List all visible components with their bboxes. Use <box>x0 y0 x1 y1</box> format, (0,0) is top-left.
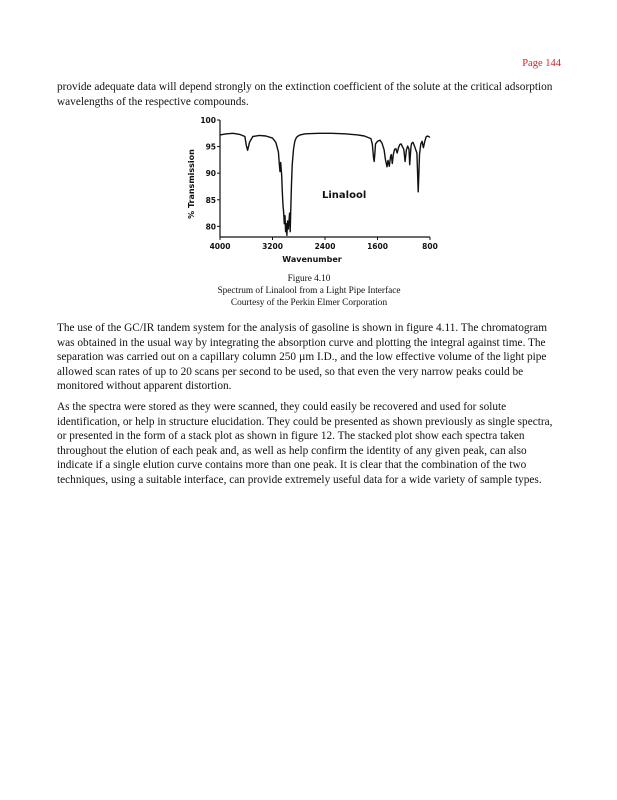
x-tick-label: 3200 <box>262 242 283 251</box>
y-ticks <box>200 116 220 231</box>
figure-caption <box>150 273 468 310</box>
y-tick-label: 80 <box>205 222 216 232</box>
spectra-paragraph: As the spectra were stored as they were scanned, they could easily be recovered and used for solute identification, or help in structure elucidation. They could be presented as shown previously as single spectra, or presented in the form of a stack plot as shown in figure 12. The stacked plot show each spectra taken throughout the elution of each peak and, as well as help confirm the identity of any given peak, can also indicate if a single elution curve contains more than one peak. It is clear that the combination of the two techniques, using a suitable interface, can provide extremely useful data for a wide variety of sample types. <box>57 401 553 486</box>
intro-paragraph: provide adequate data will depend strongly on the extinction coefficient of the solute at the critical adsorption wavelengths of the respective compounds. <box>57 81 553 108</box>
gcir-paragraph: The use of the GC/IR tandem system for the analysis of gasoline is shown in figure 4.11. The chromatogram was obtained in the usual way by integrating the absorption curve and plotting the integral against time. The separation was carried out on a capillary column 250 µm I.D., and the low effective volume of the light pipe allowed scan rates of up to 20 scans per second to be used, so that even the very narrow peaks could be monitored without apparent distortion. <box>57 322 548 393</box>
linalool-annotation: Linalool <box>322 190 367 201</box>
y-tick-label: 85 <box>205 195 216 205</box>
x-tick-label: 800 <box>422 242 438 251</box>
ir-spectrum-figure <box>176 112 446 270</box>
y-tick-label: 95 <box>205 142 216 152</box>
x-ticks <box>210 237 438 251</box>
figure-number: Figure 4.10 <box>287 274 331 284</box>
figure-title: Spectrum of Linalool from a Light Pipe Interface <box>217 286 401 297</box>
page-number: Page 144 <box>522 58 561 69</box>
ir-spectrum-chart <box>176 112 446 270</box>
y-tick-label: 90 <box>205 169 216 179</box>
figure-credit: Courtesy of the Perkin Elmer Corporation <box>230 298 388 309</box>
y-tick-label: 100 <box>200 116 216 125</box>
x-tick-label: 2400 <box>314 242 336 251</box>
x-axis-label: Wavenumber <box>282 255 342 264</box>
linalool-spectrum-line <box>220 133 430 235</box>
y-axis-label: % Transmission <box>187 149 196 219</box>
x-tick-label: 1600 <box>367 242 388 251</box>
x-tick-label: 4000 <box>209 242 231 251</box>
